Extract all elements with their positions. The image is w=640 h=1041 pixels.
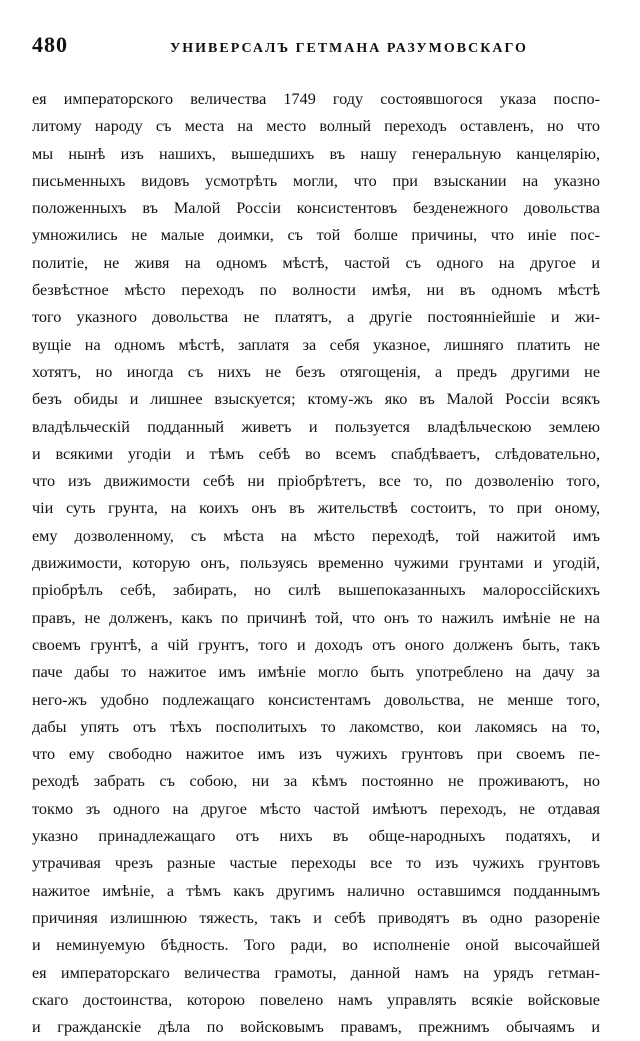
text-line: вущіе на одномъ мѣстѣ, заплатя за себя указное, лишняго платить не (32, 335, 600, 354)
text-line: указно принадлежащаго отъ нихъ въ обще-народныхъ податяхъ, и (32, 827, 600, 846)
text-line: него-жъ удобно подлежащаго консистентамъ довольства, не менше того, (32, 690, 600, 709)
text-line: своемъ грунтѣ, а чій грунтъ, того и доходъ отъ оного долженъ быть, такъ (32, 635, 600, 654)
text-line: литому народу съ места на место волный переходъ оставленъ, но что (32, 117, 600, 136)
text-line: и гражданскіе дѣла по войсковымъ правамъ, прежнимъ обычаямъ и (32, 1018, 600, 1037)
text-line: нажитое имѣніе, а тѣмъ какъ другимъ налично оставшимся подданнымъ (32, 881, 600, 900)
text-line: письменныхъ видовъ усмотрѣть могли, что при взыскании на указно (32, 171, 600, 190)
running-title: УНИВЕРСАЛЪ ГЕТМАНА РАЗУМОВСКАГО (170, 41, 528, 56)
text-line: дабы упять отъ тѣхъ посполитыхъ то лакомство, кои лакомясь на то, (32, 717, 600, 736)
page-header (32, 32, 600, 80)
text-line: безъ обиды и лишнее взыскуется; ктому-жъ яко въ Малой Россіи всякъ (32, 390, 600, 409)
text-line: политіе, не живя на одномъ мѣстѣ, частой съ одного на другое и (32, 253, 600, 272)
text-line: безвѣстное мѣсто переходъ по волности имѣя, ни въ одномъ мѣстѣ (32, 281, 600, 300)
text-line: того указного довольства не платятъ, а другіе постоянніейшіе и жи- (32, 308, 600, 327)
text-line: и неминуемую бѣдность. Того ради, во исполненіе оной высочайшей (32, 936, 600, 955)
text-line: ему дозволенному, съ мѣста на мѣсто переходѣ, той нажитой имъ (32, 526, 600, 545)
text-line: и всякими угодіи и тѣмъ себѣ во всемъ спабдѣваетъ, слѣдовательно, (32, 444, 600, 463)
text-line: утрачивая чрезъ разные частые переходы все то изъ чужихъ грунтовъ (32, 854, 600, 873)
text-line: правъ, не долженъ, какъ по причинѣ той, что онъ то нажилъ имѣніе не на (32, 608, 600, 627)
text-line: причиняя излишнюю тяжесть, такъ и себѣ приводятъ въ одно разореніе (32, 908, 600, 927)
text-line: мы нынѣ изъ нашихъ, вышедшихъ въ нашу генеральную канцелярію, (32, 144, 600, 163)
text-line: хотятъ, но иногда съ нихъ не безъ отягощенія, а предъ другими не (32, 362, 600, 381)
text-line: умножились не малые доимки, съ той болше причины, что иніе пос- (32, 226, 600, 245)
text-line: ея императорскаго величества грамоты, данной намъ на урядъ гетман- (32, 963, 600, 982)
text-line: паче дабы то нажитое имъ имѣніе могло быть употреблено на дачу за (32, 663, 600, 682)
text-line: положенныхъ въ Малой Россіи консистентовъ безденежного довольства (32, 199, 600, 218)
page-number: 480 (32, 32, 68, 57)
body-text (32, 86, 600, 1041)
text-line: движимости, которую онъ, пользуясь временно чужими грунтами и угодій, (32, 554, 600, 573)
text-line: владѣльческій подданный живетъ и пользуется владѣльческою землею (32, 417, 600, 436)
text-line: реходѣ забрать съ собою, ни за кѣмъ постоянно не проживаютъ, но (32, 772, 600, 791)
text-line: скаго достоинства, которою повелено намъ управлять всякіе войсковые (32, 990, 600, 1009)
text-line: ея императорского величества 1749 году состоявшогося указа поспо- (32, 90, 600, 108)
text-line: пріобрѣлъ себѣ, забирать, но силѣ вышепоказанныхъ малороссійскихъ (32, 581, 600, 600)
text-line: чіи суть грунта, на коихъ онъ въ жительствѣ состоитъ, то при оному, (32, 499, 600, 518)
text-line: токмо зъ одного на другое мѣсто частой имѣютъ переходъ, не отдавая (32, 799, 600, 818)
text-line: что ему свободно нажитое имъ изъ чужихъ грунтовъ при своемъ пе- (32, 745, 600, 764)
text-line: что изъ движимости себѣ ни пріобрѣтетъ, все то, по дозволенію того, (32, 472, 600, 491)
